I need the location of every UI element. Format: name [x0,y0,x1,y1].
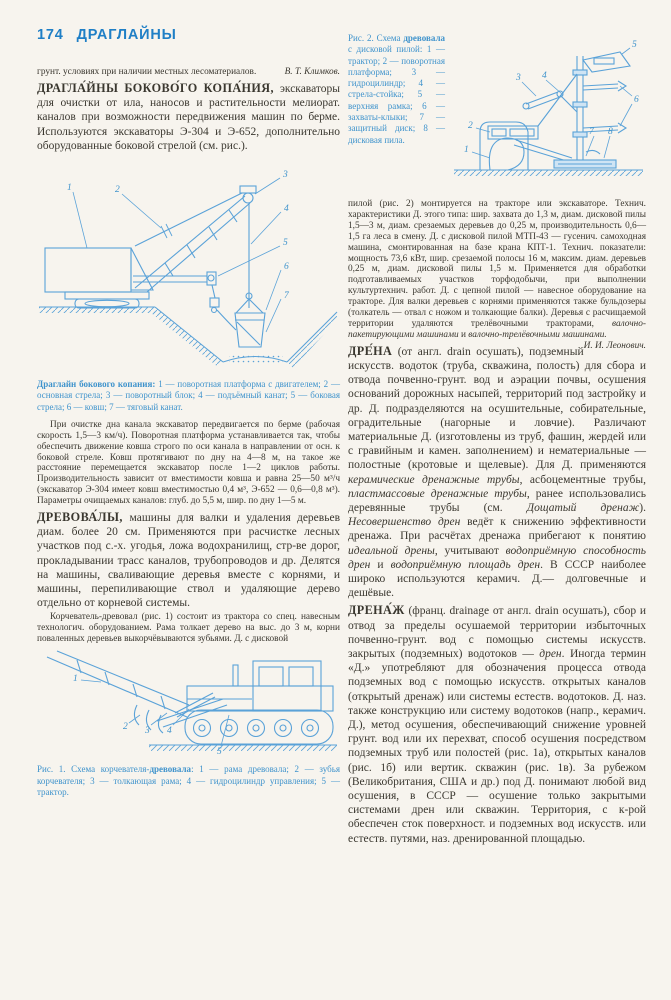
left-column [37,67,340,805]
figure-label-5: 5 [632,40,637,50]
figure-label-2: 2 [115,184,120,195]
korchevatel-drawing [37,649,340,759]
entry-drena: ДРЕ́НА (от англ. drain осушать), подземный искусств. водоток (труба, скважина, полость) для сбора и отвода почвенно-грунт. вод и аэрации почвы, осушения оснований дорожных насыпей, территорий под застройку и др. Д. подразделяются на осушительные, собирательные, оградительные (нагорные и ловчие). Различают материальные Д. (изготовлены из труб, фашин, жердей или с гравийным и камен. заполнением) и нематериальные — полостные (кротовые и щелевые). Для Д. применяются керамические дренажные трубы, асбоцементные трубы, пластмассовые дренажные трубы, ранее использовались деревянные трубы (см. Дощатый дренаж). Несовершенство дрен ведёт к снижению эффективности дренажа. При расчётах дренажа прибегают к понятию идеальной дрены, учитывают водоприёмную способность дрен и водоприёмную площадь дрен. В СССР наиболее широко используются керамич. Д.— долговечные и дешёвые. [348,343,647,600]
figure-label-4: 4 [542,71,547,81]
figure-label-1: 1 [67,182,72,193]
figure-label-4: 4 [167,726,172,737]
paragraph-korchevatel: Корчеватель-древовал (рис. 1) состоит из трактора со спец. навесным технологич. оборудованием. Рама толкает дерево на выс. до 3 м, корни поваленных деревьев выкорчёвываются зубьями. Д. с дисковой [37,612,340,645]
drevoval-drawing [450,40,646,192]
figure-label-4: 4 [284,203,289,214]
running-head [37,27,177,43]
figure-label-5: 5 [217,747,222,758]
entry-drenazh: ДРЕНА́Ж (франц. drainage от англ. drain осушать), сбор и отвод за пределы осушаемой территории избыточных почвенно-грунт. вод с помощью системы искусств. закрытых (подземных) водотоков — дрен. Иногда термин «Д.» употребляют для обозначения процесса отвода подземных вод с помощью искусств. открытых каналов (открытый дренаж) или системы естеств. водотоков. Д. наз. также конструкцию или систему водотоков (напр., керамич. Д.), метод осушения, обеспечивающий снижение уровней грунт. вод или их перехват, способ осушения посредством подземных труб или полостей (рис. 1а), открытых каналов (рис. 1б) или вертик. скважин (рис. 1в). За рубежом (Великобритания, США и др.) под Д. понимают любой вид осушения, в СССР — осушение только закрытыми системами дрен или скважин. Территория, с к-рой обеспечен сток поверхност. и подземных вод искусств. или естеств. путями, наз. дренированной площадью. [348,603,646,845]
caption-dragline: Драглайн бокового копания: 1 — поворотная платформа с двигателем; 2 — основная стрела; 3 — поворотный блок; 4 — подъёмный канат; 5 — боковая стрела; 6 — ковш; 7 — тяговый канат. [37,378,340,412]
caption-korchevatel: Рис. 1. Схема корчевателя-древовала: 1 — рама древовала; 2 — зубья корчевателя; 3 — толкающая рама; 4 — гидроцилиндр управления; 5 — трактор. [37,764,340,797]
figure-block-drevoval [348,30,646,192]
dragline-drawing [37,160,340,374]
figure-dragline [37,160,340,374]
figure-drevoval [450,40,646,192]
figure-label-8: 8 [608,127,613,137]
figure-label-3: 3 [283,169,288,180]
figure-label-2: 2 [123,722,128,733]
paragraph-canal-cleaning: При очистке дна канала экскаватор передвигается по берме (рабочая скорость 1,5—3 км/ч). Поворотная платформа устанавливается так, чтобы обеспечить движение ковша строго по оси канала в направлении от осн. к боковой стреле. Ковш протягивают по дну на 4—8 м, на такое же расстояние перемещается экскаватор после 1—2 циклов работы. Производительность зависит от вместимости ковша и равна 25—50 м³/ч (экскаватор Э-304 имеет ковш вместимостью 0,4 м³, Э-652 — 0,6—0,8 м³). Параметры очищаемых каналов: глуб. до 5,5 м, шир. по дну 1—5 м. [37,419,340,507]
entry-draglainy-bokovogo-kopaniya: ДРАГЛА́ЙНЫ БОКОВО́ГО КОПА́НИЯ, экскаваторы для очистки от ила, наносов и растительности мелиорат. каналов при возможности передвижения машин по берме. Используются экскаваторы Э-304 и Э-652, дополнительно оборудованные боковой стрелой (см. рис.). [37,80,340,152]
figure-label-6: 6 [284,261,289,272]
figure-label-3: 3 [145,726,150,737]
figure-label-1: 1 [464,145,469,155]
figure-label-7: 7 [284,290,289,301]
figure-label-2: 2 [468,121,473,131]
right-column [348,30,646,848]
figure-label-6: 6 [634,95,639,105]
figure-label-1: 1 [73,674,78,685]
figure-korchevatel [37,649,340,759]
running-head-title: ДРАГЛАЙНЫ [76,27,177,43]
paragraph-disc-saw: пилой (рис. 2) монтируется на тракторе или экскаваторе. Технич. характеристики Д. этого типа: шир. захвата до 1,3 м, диам. дисковой пилы 1,5—3 м, диам. срезаемых деревьев до 0,25 м, производительность 0,6—1,5 га леса в смену. Д. с дисковой пилой МТП-43 — гусенич. самоходная машина, смонтированная на базе крана КПТ-1. Технич. показатели: мощность 73,6 кВт, шир. срезаемой полосы 16 м, максим. диам. деревьев 0,25 м, диам. дисковой пилы 1,5 м. Применяется для обработки подготавливаемых участков торфодобычи, при выполнении культуртехнич. работ. Д. с цепной пилой — навесное оборудование на тракторе. Для валки деревьев с корнями применяются также бульдозеры (толкатель — отвал с ножом и толкающие балки). Деревья с расчищаемой территории удаляются трелёвочными тракторами, валочно-пакетирующими машинами и валочно-трелёвочными машинами. И. И. Леонович. [348,199,646,351]
caption-drevoval: Рис. 2. Схема древовала с дисковой пилой: 1 — трактор; 2 — поворотная платформа; 3 — гидроцилиндр; 4 — стрела-стойка; 5 — верхняя рамка; 6 — захваты-клыки; 7 — защитный диск; 8 — дисковая пила. [348,33,445,145]
page-number: 174 [37,27,64,43]
figure-label-5: 5 [283,237,288,248]
entry-drevovaly: ДРЕВОВА́ЛЫ, машины для валки и удаления деревьев диам. более 20 см. Применяются при расчистке лесных участков под с.-х. угодья, ложа водохранилищ, стр-ве дорог, прокладывании трасс каналов, трубопроводов и др. Делятся на машины, сваливающие деревья вместе с корнями, и машины, перепиливающие ствол и удаляющие дерево отдельно от корневой системы. [37,510,340,610]
figure-label-3: 3 [516,73,521,83]
paragraph-continuation: грунт. условиях при наличии местных лесоматериалов. В. Т. Климков. [37,67,340,77]
figure-label-7: 7 [589,127,594,137]
